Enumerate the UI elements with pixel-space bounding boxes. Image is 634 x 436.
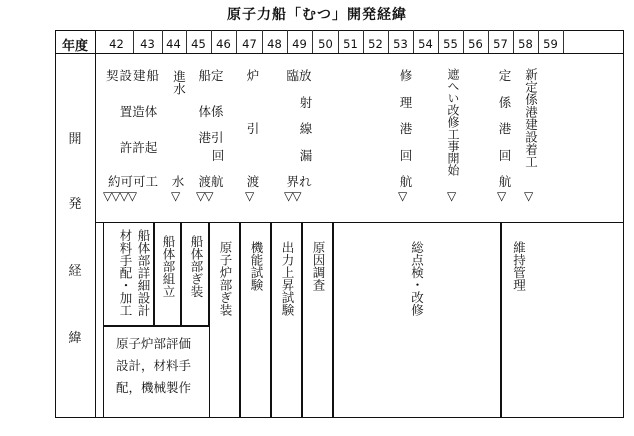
document-title: 原子力船「むつ」開発経緯 [227,7,407,23]
year-50: 50 [318,37,333,51]
phase-cause-survey-box [302,222,333,418]
milestone-new-port: 新定係港建設着工 [523,68,539,168]
phase-reactor-eval-box [103,326,209,418]
year-54: 54 [418,37,433,51]
side-label-1: 開 [68,132,82,147]
milestone-bottom: 約可可工 [107,174,158,189]
phase-hull-outfit: 船体部ぎ装 [189,235,204,298]
milestone-critical-3: 線 [299,121,313,136]
side-label-2: 発 [68,197,82,212]
phase-maintenance-box [501,222,624,418]
phase-overhaul: 総点検・改修 [409,241,425,316]
triangle-marker: ▽ [245,189,255,203]
phase-hull-design: 船体部詳細設計 [136,229,151,317]
year-divider [133,30,134,53]
year-55: 55 [443,37,458,51]
milestone-repair-5: 航 [399,174,413,189]
milestone-port2-5: 航 [498,174,512,189]
triangle-marker: ▽ [497,189,507,203]
phase-maintenance: 維持管理 [511,241,527,291]
milestone-repair-4: 回 [399,148,413,163]
year-49: 49 [292,37,307,51]
milestone-critical-1: 臨放 [286,68,312,83]
year-52: 52 [368,37,383,51]
year-53: 53 [393,37,408,51]
phase-hull-assembly-box [154,222,181,326]
milestone-critical-4: 漏 [299,148,313,163]
milestone-port-4: 回 [211,148,225,163]
milestone-port-1: 船定 [198,68,224,83]
phase-reactor-eval-line1: 原子炉部評価 [116,336,192,351]
milestone-repair-2: 理 [399,95,413,110]
year-42: 42 [109,37,124,51]
triangle-markers-group-2: ▽▽ [196,189,213,203]
milestone-port-3: 港引 [198,130,224,145]
phase-material-prep: 材料手配・加工 [118,229,133,317]
phase-function-test-box [240,222,271,418]
triangle-marker: ▽ [171,189,181,203]
milestone-port2-3: 港 [498,121,512,136]
milestone-col3: 許許起 [119,140,158,155]
year-label: 年度 [61,39,88,54]
year-57: 57 [493,37,508,51]
milestone-port-5: 渡航 [198,174,224,189]
milestone-port2-4: 回 [498,148,512,163]
milestone-port2-2: 係 [498,95,512,110]
year-51: 51 [343,37,358,51]
phase-hull-outfit-box [181,222,209,326]
year-43: 43 [140,37,155,51]
milestone-port2-1: 定 [498,68,512,83]
year-47: 47 [242,37,257,51]
milestone-critical-5: 界れ [286,174,312,189]
phase-reactor-outfit: 原子炉部ぎ装 [218,241,233,316]
side-label-3: 経 [68,264,82,279]
phase-hull-assembly: 船体部組立 [161,235,176,298]
year-divider [563,30,564,53]
milestone-reactor-1: 炉 [246,68,260,83]
milestone-shielding: 遮へい改修工事開始 [446,68,460,176]
year-45: 45 [191,37,206,51]
milestone-critical-2: 射 [299,95,313,110]
milestone-construction: 契設建船 [105,68,160,83]
milestone-col2: 置造体 [119,104,158,119]
triangle-markers-group-3: ▽▽ [284,189,301,203]
header-divider [55,53,624,54]
triangle-marker: ▽ [524,189,534,203]
phase-function-test: 機能試験 [249,241,264,291]
milestone-repair-3: 港 [399,121,413,136]
phase-power-test: 出力上昇試験 [280,241,295,316]
side-divider [95,30,96,418]
phase-power-test-box [271,222,302,418]
phase-overhaul-box [333,222,501,418]
triangle-markers-group-1: ▽▽▽▽ [103,189,136,203]
milestone-reactor-2: 引 [246,121,260,136]
year-46: 46 [216,37,231,51]
side-label-4: 緯 [68,331,82,346]
year-58: 58 [518,37,533,51]
milestone-port-2: 体係 [198,104,224,119]
milestone-repair-1: 修 [399,68,413,83]
phase-reactor-eval-line3: 配，機械製作 [116,380,192,395]
milestone-launch-2: 水 [171,174,185,189]
milestone-launch-1: 進水 [171,70,187,95]
phase-cause-survey: 原因調査 [311,241,326,291]
triangle-marker: ▽ [398,189,408,203]
phase-reactor-eval-line2: 設計，材料手 [116,358,192,373]
year-48: 48 [267,37,282,51]
phase-hull-design-box [103,222,154,326]
year-56: 56 [468,37,483,51]
year-44: 44 [166,37,181,51]
phase-reactor-outfit-box [209,222,240,418]
milestone-reactor-3: 渡 [246,174,260,189]
triangle-marker: ▽ [447,189,457,203]
year-59: 59 [543,37,558,51]
